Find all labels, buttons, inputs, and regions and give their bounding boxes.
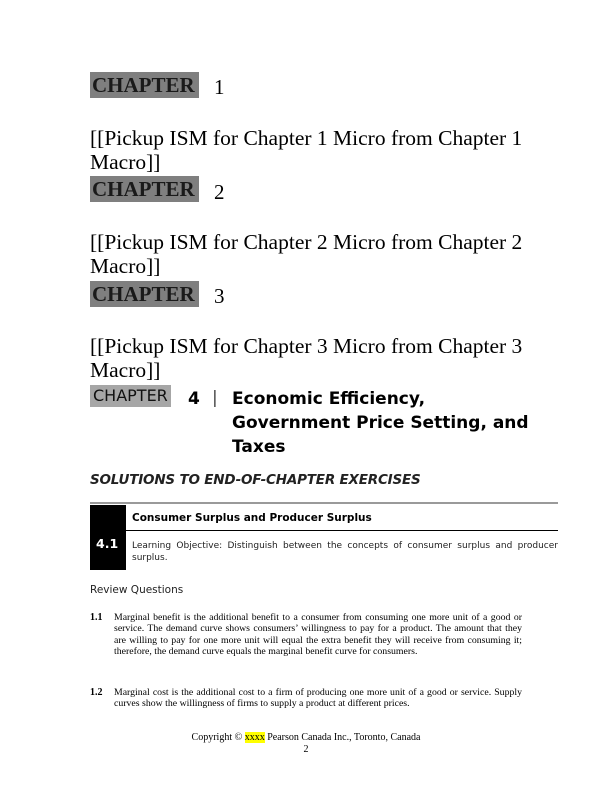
question-1-2-number: 1.2	[90, 687, 103, 698]
solutions-rule	[90, 502, 558, 504]
chapter-4-title-line-1: Economic Efficiency,	[232, 389, 426, 409]
question-1-2-text: Marginal cost is the additional cost to a firm of producing one more unit of a good or service. Supply curves show the willingness of firms to supply a product at different prices.	[114, 687, 522, 710]
chapter-3-label: CHAPTER	[90, 281, 199, 307]
chapter-1-pickup-note: [[Pickup ISM for Chapter 1 Micro from Chapter 1 Macro]]	[90, 126, 523, 174]
chapter-2-label: CHAPTER	[90, 176, 199, 202]
chapter-4-title-line-3: Taxes	[232, 437, 286, 457]
copyright-year-placeholder: xxxx	[244, 732, 265, 743]
page-number: 2	[303, 744, 309, 755]
copyright-prefix: Copyright ©	[191, 732, 243, 743]
chapter-1-label: CHAPTER	[90, 72, 199, 98]
chapter-2-number: 2	[214, 180, 225, 204]
copyright-suffix: Pearson Canada Inc., Toronto, Canada	[267, 732, 421, 743]
section-number-block	[90, 505, 126, 570]
chapter-3-pickup-note: [[Pickup ISM for Chapter 3 Micro from Chapter 3 Macro]]	[90, 334, 523, 382]
chapter-1-number: 1	[214, 75, 225, 99]
copyright-footer	[0, 732, 612, 743]
chapter-4-number: 4	[188, 389, 200, 409]
chapter-4-separator: |	[212, 388, 218, 408]
question-1-1-text: Marginal benefit is the additional benefit to a consumer from consuming one more unit of a good or service. The demand curve shows consumers’ willingness to pay for a product. The amount that they are willing to pay for one more unit will equal the extra benefit they will receive from consuming it; therefore, the demand curve equals the marginal benefit curve for consumers.	[114, 612, 522, 658]
review-questions-heading: Review Questions	[90, 584, 184, 596]
chapter-2-pickup-note: [[Pickup ISM for Chapter 2 Micro from Chapter 2 Macro]]	[90, 230, 523, 278]
section-number: 4.1	[96, 536, 119, 551]
learning-objective: Learning Objective: Distinguish between the concepts of consumer surplus and producer surplus.	[132, 541, 558, 563]
chapter-3-number: 3	[214, 284, 225, 308]
chapter-4-label: CHAPTER	[90, 385, 171, 407]
solutions-heading: SOLUTIONS TO END-OF-CHAPTER EXERCISES	[90, 472, 421, 488]
chapter-4-title	[232, 387, 529, 459]
chapter-4-title-line-2: Government Price Setting, and	[232, 413, 529, 433]
section-heading-rule	[126, 530, 558, 531]
section-heading: Consumer Surplus and Producer Surplus	[132, 512, 372, 524]
question-1-1-number: 1.1	[90, 612, 103, 623]
